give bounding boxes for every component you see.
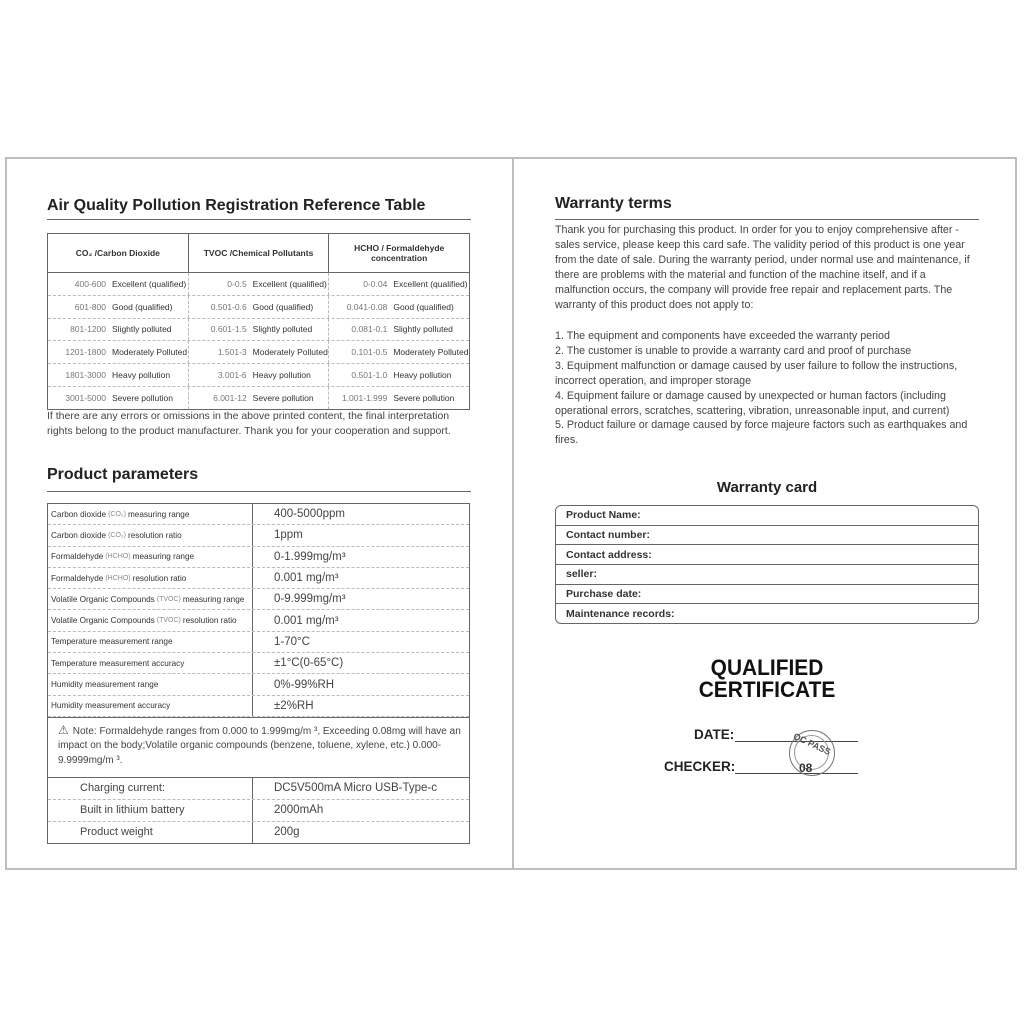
parameter-row <box>48 525 469 546</box>
spec-label: Charging current: <box>48 778 253 799</box>
header-co2: CO₂ /Carbon Dioxide <box>48 234 189 272</box>
parameter-label <box>48 674 253 694</box>
parameter-label-main: Formaldehyde <box>51 573 104 583</box>
pollution-level: Excellent (qualified) <box>112 278 187 289</box>
range-value: 0.041-0.08 <box>346 301 388 312</box>
parameter-label-suffix: resolution ratio <box>182 616 237 626</box>
parameter-row <box>48 589 469 610</box>
warning-icon: ⚠ <box>58 722 69 737</box>
reference-cell <box>48 387 189 409</box>
parameter-label-tag: (TVOC) <box>156 617 181 625</box>
spec-value: 2000mAh <box>274 804 324 817</box>
warranty-card-field: seller: <box>556 565 978 585</box>
spec-value: DC5V500mA Micro USB-Type-c <box>274 782 437 795</box>
pollution-level: Severe pollution <box>393 392 455 403</box>
parameter-label-suffix: measuring range <box>182 594 245 604</box>
spec-label: Product weight <box>48 822 253 843</box>
parameter-row <box>48 696 469 717</box>
title-underline <box>555 219 979 220</box>
range-value: 1801-3000 <box>65 370 106 381</box>
parameter-label-main: Formaldehyde <box>51 552 104 562</box>
pollution-level: Moderately Polluted <box>252 347 328 358</box>
warranty-card-field: Product Name: <box>556 506 978 526</box>
parameter-label <box>48 696 253 716</box>
warranty-terms-title: Warranty terms <box>555 195 672 212</box>
parameter-label-main: Carbon dioxide <box>51 530 107 540</box>
product-parameters-table <box>47 503 470 844</box>
left-page <box>47 159 471 868</box>
warranty-card-field: Contact number: <box>556 526 978 546</box>
parameter-label <box>48 632 253 652</box>
reference-row <box>48 387 469 409</box>
reference-row <box>48 341 469 364</box>
reference-table <box>47 233 470 410</box>
reference-row <box>48 364 469 387</box>
range-value: 0.601-1.5 <box>210 324 247 335</box>
parameter-label <box>48 568 253 588</box>
range-value: 0.501-0.6 <box>210 301 247 312</box>
range-value: 3.001-6 <box>217 370 247 381</box>
reference-table-header <box>48 234 469 273</box>
range-value: 1.501-3 <box>217 347 247 358</box>
range-value: 0.101-0.5 <box>351 347 388 358</box>
reference-cell <box>189 296 330 318</box>
pollution-level: Good (qualified) <box>393 301 454 312</box>
parameter-row <box>48 632 469 653</box>
warranty-intro <box>555 223 981 313</box>
spec-row <box>48 822 469 843</box>
range-value: 6.001-12 <box>213 392 247 403</box>
reference-cell <box>189 273 330 295</box>
parameter-label-tag: (TVOC) <box>156 595 181 603</box>
parameter-row <box>48 653 469 674</box>
warranty-exclusion-item: 2. The customer is unable to provide a warranty card and proof of purchase <box>555 344 912 357</box>
warranty-card-title: Warranty card <box>716 479 818 496</box>
warranty-exclusion-item: 3. Equipment malfunction or damage caused by user failure to follow the instructions, incorrect operation, and improper storage <box>555 359 958 387</box>
parameter-value: 0.001 mg/m³ <box>274 572 339 585</box>
pollution-level: Slightly polluted <box>112 324 172 335</box>
spec-value: 200g <box>274 826 300 839</box>
range-value: 801-1200 <box>70 324 106 335</box>
pollution-level: Slightly polluted <box>393 324 453 335</box>
pollution-level: Slightly polluted <box>252 324 313 335</box>
spec-row <box>48 778 469 800</box>
header-hcho: HCHO / Formaldehyde concentration <box>354 243 445 263</box>
reference-cell <box>48 296 189 318</box>
reference-cell <box>329 364 469 386</box>
warranty-intro-text: Thank you for purchasing this product. In order for you to enjoy comprehensive after -sales service, please keep this card safe. The validity period of this product is one year from the date of sale. During the warranty period, under normal use and maintenance, if there are problems with the material and function of the machine itself, and if a malfunction occurs, the company will provide free repair and replacement parts. The warranty of this product does not apply to: <box>555 224 970 311</box>
parameters-note-text: Note: Formaldehyde ranges from 0.000 to 1.999mg/m ³, Exceeding 0.08mg will have an impact on the body;Volatile organic compounds (benzene, toluene, xylene, etc.) 0.000-9.9999mg/m ³. <box>58 725 461 766</box>
parameter-value: 400-5000ppm <box>274 508 345 521</box>
parameter-row <box>48 504 469 525</box>
parameter-label-main: Volatile Organic Compounds <box>51 616 155 626</box>
range-value: 601-800 <box>74 301 106 312</box>
pollution-level: Heavy pollution <box>112 370 171 381</box>
parameter-value: ±1°C(0-65°C) <box>274 657 344 670</box>
parameter-label-tag: (HCHO) <box>105 553 131 561</box>
pollution-level: Heavy pollution <box>252 370 311 381</box>
range-value: 3001-5000 <box>65 392 106 403</box>
warranty-exclusion-item: 4. Equipment failure or damage caused by unexpected or human factors (including operational errors, scratches, scattering, vibration, unreasonable input, and current) <box>555 389 950 417</box>
parameter-label-suffix: resolution ratio <box>127 530 182 540</box>
reference-cell <box>48 319 189 341</box>
parameter-label-tag: (CO₂) <box>108 510 126 518</box>
warranty-exclusion-item: 1. The equipment and components have exceeded the warranty period <box>555 330 890 342</box>
parameter-label <box>48 504 253 524</box>
pollution-level: Severe pollution <box>112 392 173 403</box>
parameter-label-main: Carbon dioxide <box>51 509 107 519</box>
reference-cell <box>329 296 469 318</box>
parameter-label-main: Temperature measurement accuracy <box>51 658 185 668</box>
parameter-row <box>48 610 469 631</box>
range-value: 0.501-1.0 <box>351 370 388 381</box>
booklet-spread <box>5 157 1017 870</box>
parameter-value: 0%-99%RH <box>274 678 335 691</box>
reference-row <box>48 319 469 342</box>
reference-cell <box>48 273 189 295</box>
title-underline <box>47 491 471 492</box>
parameter-row <box>48 547 469 568</box>
parameter-label-main: Humidity measurement accuracy <box>51 701 171 711</box>
warranty-card-field: Purchase date: <box>556 585 978 605</box>
parameter-label <box>48 610 253 630</box>
reference-cell <box>189 387 330 409</box>
qualified-certificate-heading <box>566 657 969 701</box>
spec-row <box>48 800 469 822</box>
reference-cell <box>48 341 189 363</box>
parameter-label-tag: (HCHO) <box>105 574 131 582</box>
range-value: 0.081-0.1 <box>351 324 388 335</box>
pollution-level: Excellent (qualified) <box>252 278 327 289</box>
pollution-level: Heavy pollution <box>393 370 452 381</box>
parameter-value: 0-1.999mg/m³ <box>274 550 346 563</box>
right-page <box>555 159 979 868</box>
header-tvoc: TVOC /Chemical Pollutants <box>189 234 330 272</box>
spec-label: Built in lithium battery <box>48 800 253 821</box>
parameter-label <box>48 547 253 567</box>
parameters-note <box>48 717 469 778</box>
parameter-label-main: Volatile Organic Compounds <box>51 594 155 604</box>
reference-row <box>48 296 469 319</box>
pollution-level: Moderately Polluted <box>112 347 188 358</box>
pollution-level: Excellent (qualified) <box>393 278 468 289</box>
stamp-text: QC PASS <box>791 731 833 757</box>
parameter-label-tag: (CO₂) <box>108 531 126 539</box>
parameter-label <box>48 653 253 673</box>
reference-disclaimer: If there are any errors or omissions in the above printed content, the final interpretation rights belong to the product manufacturer. Thank you for your cooperation and support. <box>47 410 451 437</box>
parameter-value: 1ppm <box>274 529 303 542</box>
parameter-label-suffix: measuring range <box>132 552 195 562</box>
reference-cell <box>48 364 189 386</box>
parameter-value: 0-9.999mg/m³ <box>274 593 346 606</box>
range-value: 1201-1800 <box>65 347 106 358</box>
pollution-level: Good (qualified) <box>252 301 314 312</box>
reference-cell <box>189 319 330 341</box>
parameter-row <box>48 568 469 589</box>
pollution-level: Good (qualified) <box>112 301 173 312</box>
warranty-card-field: Maintenance records: <box>566 607 675 620</box>
page-fold-divider <box>512 159 514 868</box>
parameter-label <box>48 589 253 609</box>
warranty-exclusion-item: 5. Product failure or damage caused by force majeure factors such as earthquakes and fires. <box>555 419 968 447</box>
reference-cell <box>329 273 469 295</box>
product-parameters-title: Product parameters <box>47 466 199 483</box>
parameter-label-main: Temperature measurement range <box>51 637 173 647</box>
parameter-row <box>48 674 469 695</box>
reference-table-title: Air Quality Pollution Registration Reference Table <box>47 197 426 214</box>
parameter-label-suffix: resolution ratio <box>132 573 187 583</box>
warranty-card-field: Contact address: <box>556 545 978 565</box>
warranty-card <box>555 505 979 624</box>
date-label: DATE: <box>694 727 735 742</box>
reference-cell <box>189 364 330 386</box>
cert-line-2: CERTIFICATE <box>698 677 836 702</box>
pollution-level: Moderately Polluted <box>393 347 469 358</box>
title-underline <box>47 219 471 220</box>
stamp-number: 08 <box>799 761 813 775</box>
cert-line-1: QUALIFIED <box>710 655 824 680</box>
reference-cell <box>329 319 469 341</box>
reference-row <box>48 273 469 296</box>
checker-label: CHECKER: <box>664 759 736 774</box>
pollution-level: Severe pollution <box>252 392 314 403</box>
parameter-label-main: Humidity measurement range <box>51 680 159 690</box>
reference-cell <box>189 341 330 363</box>
parameter-value: ±2%RH <box>274 699 314 712</box>
parameter-value: 0.001 mg/m³ <box>274 614 339 627</box>
reference-cell <box>329 341 469 363</box>
range-value: 0-0.04 <box>363 278 388 289</box>
reference-cell <box>329 387 469 409</box>
parameter-label <box>48 525 253 545</box>
parameter-value: 1-70°C <box>274 635 310 648</box>
warranty-exclusions-list <box>555 329 981 448</box>
range-value: 1.001-1.999 <box>341 392 388 403</box>
checker-line <box>735 773 858 774</box>
parameter-label-suffix: measuring range <box>127 509 190 519</box>
range-value: 400-600 <box>74 278 106 289</box>
range-value: 0-0.5 <box>227 278 247 289</box>
